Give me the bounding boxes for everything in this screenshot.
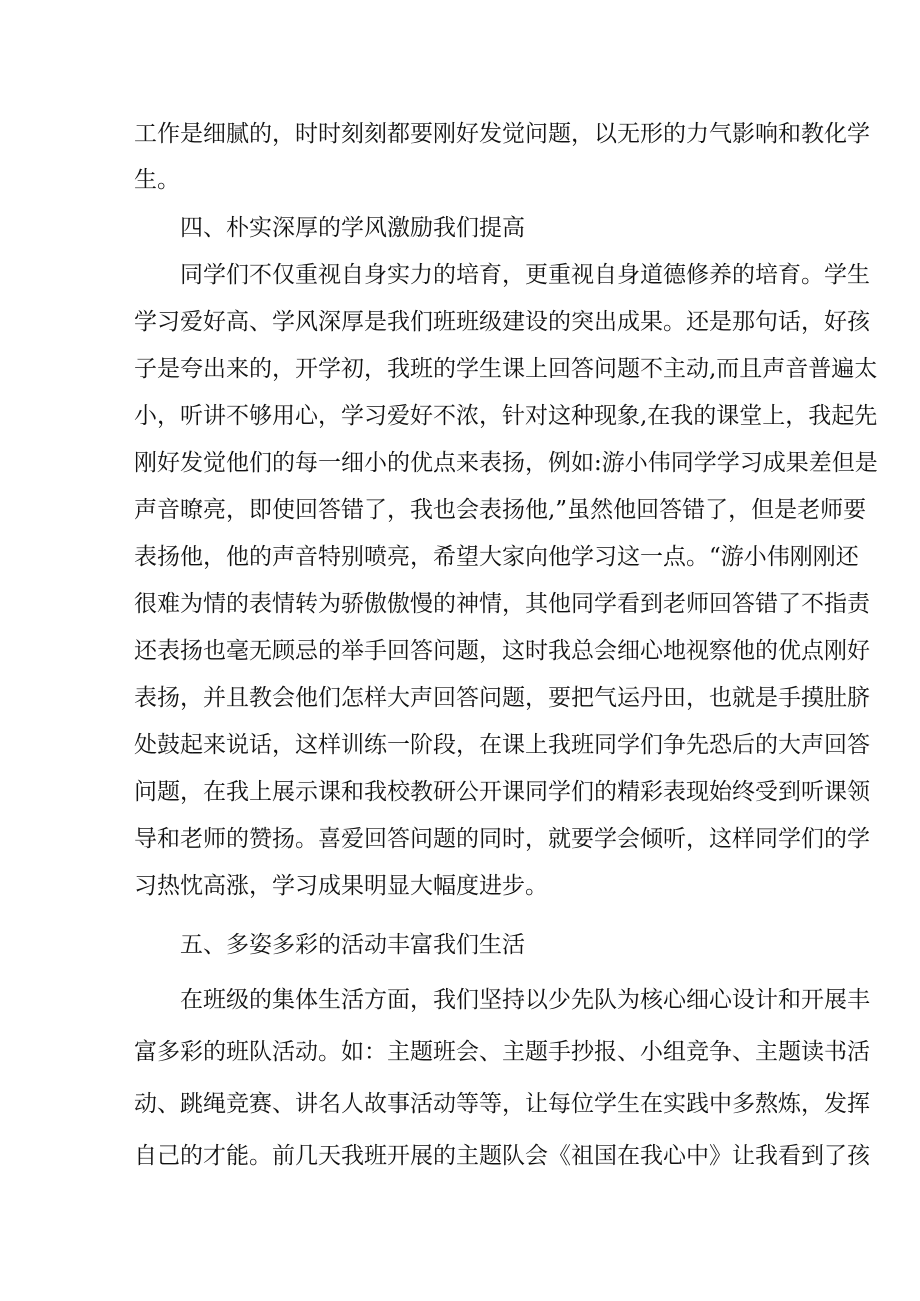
text-line: 自己的才能。前几天我班开展的主题队会《祖国在我心中》让我看到了孩 <box>134 1143 870 1169</box>
text-line: 习热忱高涨，学习成果明显大幅度进步。 <box>134 873 548 899</box>
text-line: 表扬，并且教会他们怎样大声回答问题，要把气运丹田，也就是手摸肚脐 <box>134 685 870 711</box>
text-line: 刚好发觉他们的每一细小的优点来表扬，例如:游小伟同学学习成果差但是 <box>134 450 878 476</box>
section-heading: 四、朴实深厚的学风激励我们提高 <box>180 215 525 241</box>
text-line: 同学们不仅重视自身实力的培育，更重视自身道德修养的培育。学生 <box>180 262 870 288</box>
text-line: 学习爱好高、学风深厚是我们班班级建设的突出成果。还是那句话，好孩 <box>134 309 870 335</box>
text-line: 很难为情的表情转为骄傲傲慢的神情，其他同学看到老师回答错了不指责 <box>134 591 870 617</box>
section-heading: 五、多姿多彩的活动丰富我们生活 <box>180 932 525 958</box>
text-line: 工作是细腻的，时时刻刻都要刚好发觉问题，以无形的力气影响和教化学 <box>134 121 870 147</box>
text-line: 在班级的集体生活方面，我们坚持以少先队为核心细心设计和开展丰 <box>180 987 870 1013</box>
text-line: 处鼓起来说话，这样训练一阶段，在课上我班同学们争先恐后的大声回答 <box>134 732 870 758</box>
text-line: 表扬他，他的声音特别喷亮，希望大家向他学习这一点。“游小伟刚刚还 <box>134 544 859 570</box>
text-line: 富多彩的班队活动。如：主题班会、主题手抄报、小组竞争、主题读书活 <box>134 1039 870 1065</box>
text-line: 导和老师的赞扬。喜爱回答问题的同时，就要学会倾听，这样同学们的学 <box>134 826 870 852</box>
text-line: 声音暸亮，即使回答错了，我也会表扬他,”虽然他回答错了，但是老师要 <box>134 497 867 523</box>
text-line: 动、跳绳竞赛、讲名人故事活动等等，让每位学生在实践中多熬炼，发挥 <box>134 1091 870 1117</box>
text-line: 生。 <box>134 167 180 193</box>
text-line: 小，听讲不够用心，学习爱好不浓，针对这种现象,在我的课堂上，我起先 <box>134 403 878 429</box>
text-line: 还表扬也毫无顾忌的举手回答问题，这时我总会细心地视察他的优点刚好 <box>134 638 870 664</box>
text-line: 子是夸出来的，开学初，我班的学生课上回答问题不主动,而且声音普遍太 <box>134 356 878 382</box>
text-line: 问题，在我上展示课和我校教研公开课同学们的精彩表现始终受到听课领 <box>134 779 870 805</box>
